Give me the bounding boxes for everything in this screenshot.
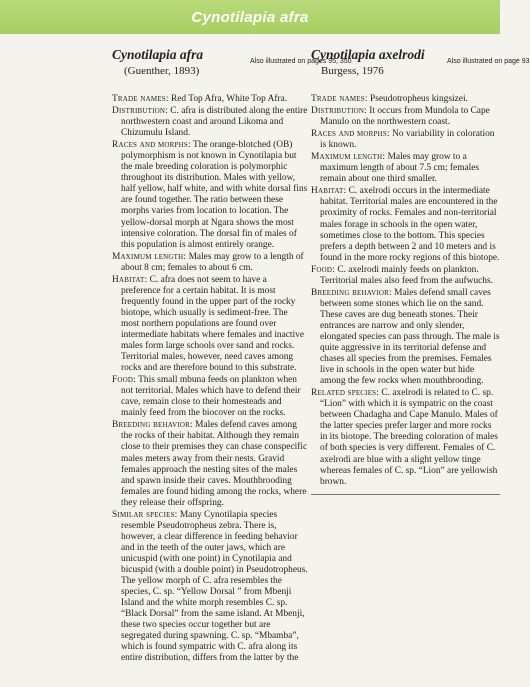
section-text: Red Top Afra, White Top Afra.: [170, 94, 288, 104]
section-label: Trade names:: [311, 94, 368, 104]
section-text: Males may grow to a maximum length of about 7.5 cm; females remain about one third smaller.: [320, 152, 480, 185]
species-heading: [112, 47, 352, 86]
section-text: Males may grow to a length of about 8 cm; females to about 6 cm.: [121, 251, 304, 273]
section-label: Maximum length:: [311, 152, 386, 163]
column-end-rule: [311, 494, 500, 495]
section-breeding-behavior: [311, 288, 500, 387]
section-food: [112, 375, 308, 419]
section-races-and-morphs: [311, 129, 500, 151]
section-label: Food:: [112, 375, 136, 386]
section-label: Breeding behavior:: [311, 287, 392, 298]
section-text: C. axelrodi mainly feeds on plankton. Territorial males also feed from the aufwuchs.: [320, 264, 493, 286]
section-label: Distribution:: [112, 106, 168, 117]
section-label: Related species:: [311, 388, 380, 399]
section-label: Maximum length:: [112, 251, 187, 262]
section-text: It occurs from Mundola to Cape Manulo on the northwestern coast.: [320, 106, 490, 128]
section-text: Many Cynotilapia species resemble Pseudotropheus zebra. There is, however, a clear difference in feeding behavior and in the teeth of the outer jaws, which are unicuspid (with one point) in Cynotilapia and bicuspid (with a double point) in Pseudotropheus. The yellow morph of C. afra resembles the species, C. sp. “Yellow Dorsal ” from Mbenji Island and the white morph resembles C. sp. “Black Dorsal” from the same island. At Mbenji, these two species occur together but are segregated during spawning. C. sp. “Mbamba”, which is found sympatric with C. afra along its entire distribution, differs from the latter by the: [121, 509, 308, 664]
section-text: The orange-blotched (OB) polymorphism is not known in Cynotilapia but the male breeding coloration is polymorphic throughout its distribution. Males with yellow, half yellow, half white, and with white dorsal fins are found together. The ratio between these morphs varies from location to location. The yellow-dorsal morph at Ngara shows the most intensive coloration. The dorsal fin of males of this population is almost entirely orange.: [121, 140, 308, 250]
section-label: Races and morphs:: [112, 140, 191, 151]
section-label: Habitat:: [112, 274, 148, 285]
also-illustrated-note: Also illustrated on pages 95, 350: [250, 58, 352, 65]
section-label: Trade names:: [112, 94, 169, 104]
section-label: Breeding behavior:: [112, 420, 193, 431]
section-breeding-behavior: [112, 420, 308, 508]
section-races-and-morphs: [112, 140, 308, 250]
species-name: Cynotilapia axelrodi: [311, 47, 425, 62]
section-distribution: [112, 106, 308, 139]
section-label: Similar species:: [112, 509, 178, 520]
species-author: Burgess, 1976: [321, 65, 384, 77]
section-text: C. afra is distributed along the entire northwestern coast and around Likoma and Chizumulu Island.: [121, 106, 308, 139]
section-text: No variability in coloration is known.: [320, 129, 495, 151]
section-text: Pseudotropheus kingsizei.: [369, 94, 468, 104]
section-food: [311, 265, 500, 287]
section-maximum-length: [311, 152, 500, 185]
species-name: Cynotilapia afra: [112, 47, 204, 62]
section-text: Males defend small caves between some stones which lie on the sand. These caves are dug beneath stones. Their entrances are narrow and only slender, elongated species can pass through. The male is quite aggressive in its territorial defense and chases all species from the premises. Females live in schools in the open water but hide among the few rocks when mouthbrooding.: [320, 287, 500, 387]
section-label: Distribution:: [311, 106, 367, 117]
section-text: C. axelrodi is related to C. sp. “Lion” with which it is sympatric on the coast between Chadagha and Cape Manulo. Males of the latter species prefer larger and more rocks in its biotope. The breeding coloration of males of both species is very different. Females of C. axelrodi are blue with a slight yellow tinge whereas females of C. sp. “Lion” are yellowish brown.: [320, 388, 498, 487]
species-author: (Guenther, 1893): [124, 65, 200, 77]
section-similar-species: [112, 510, 308, 665]
section-trade-names: [112, 94, 308, 105]
species-column-right: [311, 47, 530, 489]
page-title: Cynotilapia afra: [191, 8, 309, 26]
title-banner: [0, 0, 500, 34]
section-label: Habitat:: [311, 186, 347, 197]
section-habitat: [112, 275, 308, 374]
section-distribution: [311, 106, 500, 128]
section-label: Food:: [311, 264, 335, 275]
section-text: C. afra does not seem to have a preference for a certain habitat. It is most frequently found in the upper part of the rocky biotope, which usually is sediment-free. The most northern populations are found over intermediate habitats where females and inactive males form large schools over sand and rocks. Territorial males, however, need caves among rocks and are therefore bound to this substrate.: [121, 274, 304, 374]
section-label: Races and morphs:: [311, 129, 390, 140]
section-text: Males defend caves among the rocks of their habitat. Although they remain close to their premises they can chase conspecific males meters away from their nests. Gravid females approach the nesting sites of the males and spawn inside their caves. Mouthbrooding females are found hiding among the rocks, where they release their offspring.: [121, 420, 308, 508]
section-trade-names: [311, 94, 500, 105]
section-text: C. axelrodi occurs in the intermediate habitat. Territorial males are encountered in the proximity of rocks. Females and non-territorial males forage in schools in the open water, sometimes close to the bottom. This species prefers a depth between 2 and 10 meters and is found in the more rocky regions of this biotope.: [320, 186, 500, 263]
also-illustrated-note: Also illustrated on page 93: [447, 58, 530, 65]
section-maximum-length: [112, 252, 308, 274]
section-related-species: [311, 388, 500, 487]
species-heading: [311, 47, 530, 86]
section-text: This small mbuna feeds on plankton when not territorial. Males which have to defend their cave, remain close to their homesteads and mainly feed from the biocover on the rocks.: [121, 375, 301, 419]
section-habitat: [311, 186, 500, 263]
